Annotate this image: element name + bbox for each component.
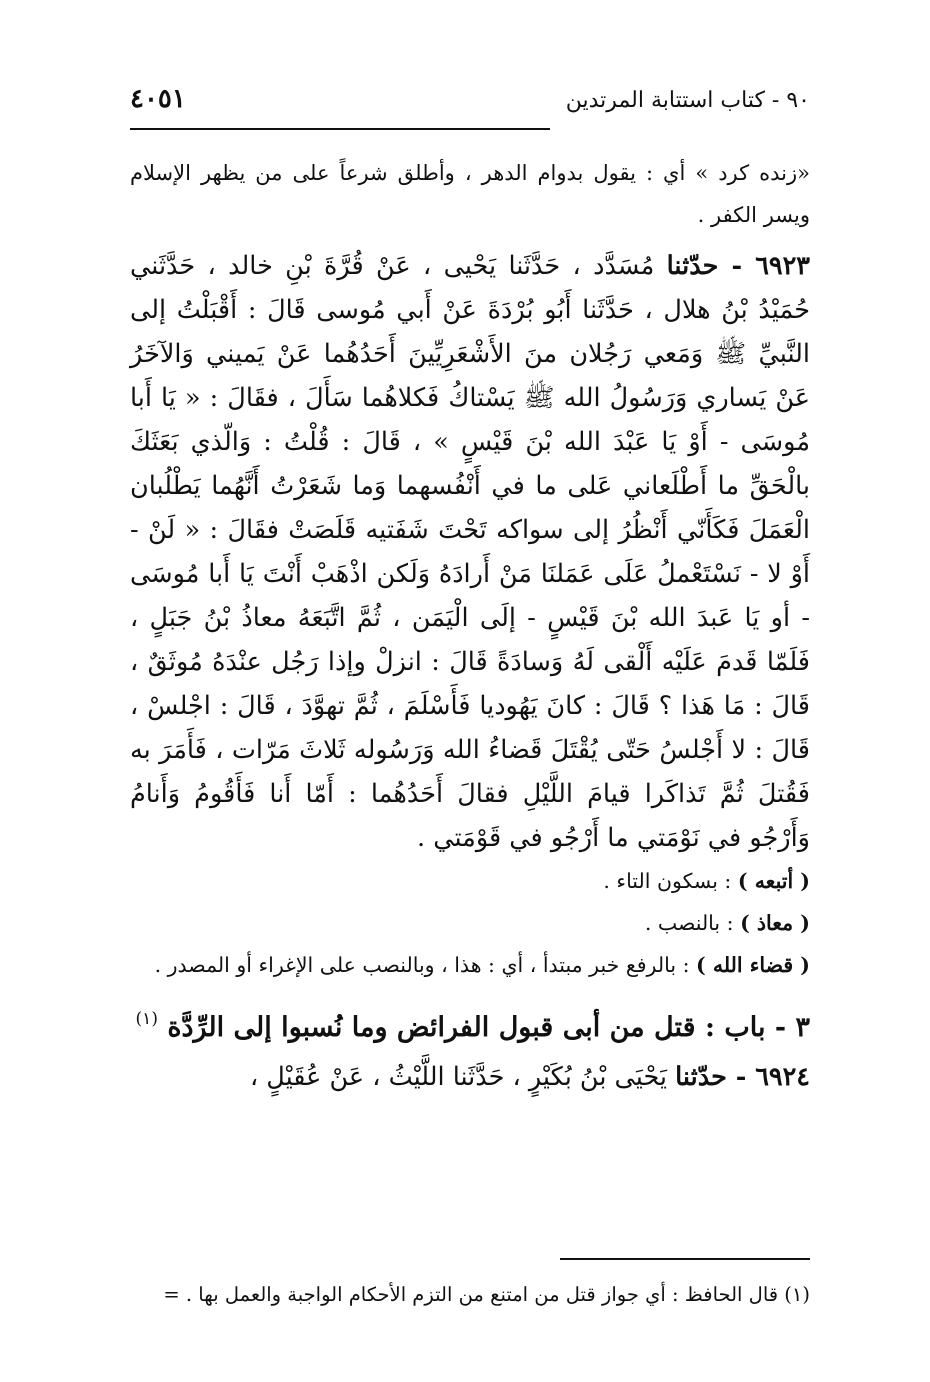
running-header	[130, 84, 810, 126]
note-term: ( أتبعه )	[737, 869, 810, 893]
page-number: ٤٠٥١	[130, 84, 186, 114]
note-text: : بسكون التاء .	[603, 869, 738, 893]
explanatory-notes	[130, 860, 810, 986]
note-item	[130, 944, 810, 986]
hadith-6924	[130, 1055, 810, 1099]
footnote-divider	[560, 1258, 810, 1260]
note-term: ( معاذ )	[740, 911, 810, 935]
note-term: ( قضاء الله )	[696, 953, 810, 977]
hadith-number: ٦٩٢٣ - حدّثنا	[666, 251, 810, 281]
chapter-title: ٣ - باب : قتل من أبى قبول الفرائض وما نُسبوا إلى الرِّدَّة	[167, 1012, 810, 1043]
footnote-reference: (١)	[135, 1009, 158, 1029]
note-item	[130, 860, 810, 902]
header-divider	[130, 128, 550, 130]
hadith-6923	[130, 244, 810, 860]
footnote: (١) قال الحافظ : أي جواز قتل من امتنع من التزم الأحكام الواجبة والعمل بها . =	[163, 1283, 810, 1306]
hadith-text: يَحْيَى بْنُ بُكَيْرٍ ، حَدَّثَنا اللَّيْثُ ، عَنْ عُقَيْلٍ ،	[249, 1062, 668, 1092]
hadith-number: ٦٩٢٤ - حدّثنا	[675, 1062, 810, 1092]
book-page	[130, 84, 810, 1338]
note-item	[130, 902, 810, 944]
chapter-heading	[130, 994, 810, 1053]
chapter-running-title: ٩٠ - كتاب استتابة المرتدين	[565, 88, 810, 113]
commentary-paragraph: «زنده كرد » أي : يقول بدوام الدهر ، وأطلق شرعاً على من يظهر الإسلام ويسر الكفر .	[130, 161, 810, 227]
note-text: : بالرفع خبر مبتدأ ، أي : هذا ، وبالنصب على الإغراء أو المصدر .	[154, 953, 696, 977]
note-text: : بالنصب .	[644, 911, 741, 935]
hadith-text: مُسَدَّد ، حَدَّثَنا يَحْيى ، عَنْ قُرَّةَ بْنِ خالد ، حَدَّثَني حُمَيْدُ بْنُ هلال ، حَدَّثَنا أَبُو بُرْدَةَ عَنْ أَبي مُوسى قَالَ : أَقْبَلْتُ إلى النَّبيِّ ﷺ وَمَعي رَجُلان منَ الأَشْعَرِيِّينَ أَحَدُهُما عَنْ يَميني وَالآخَرُ عَنْ يَساري وَرَسُولُ الله ﷺ يَسْتاكُ فَكلاهُما سَأَلَ ، فقَالَ : « يَا أَبا مُوسَى - أَوْ يَا عَبْدَ الله بْنَ قَيْسٍ » ، قَالَ : قُلْتُ : وَالّذي بَعَثَكَ بالْحَقِّ ما أَطْلَعاني عَلى ما في أَنْفُسهما وَما شَعَرْتُ أَنَّهُما يَطْلُبان الْعَمَلَ فَكَأَنّي أَنْظُرُ إلى سواكه تَحْتَ شَفَتيه قَلَصَتْ فقَالَ : « لَنْ - أَوْ لا - نَسْتَعْملُ عَلَى عَمَلنَا مَنْ أَرادَهُ وَلَكن اذْهَبْ أَنْتَ يَا أَبا مُوسَى - أو يَا عَبدَ الله بْنَ قَيْسٍ - إلَى الْيَمَن ، ثُمَّ اتَّبَعَهُ معاذُ بْنُ جَبَلٍ ، فَلَمّا قَدمَ عَلَيْه أَلْقى لَهُ وَسادَةً قَالَ : انزلْ وإذا رَجُل عنْدَهُ مُوثَقٌ ، قَالَ : مَا هَذا ؟ قَالَ : كانَ يَهُوديا فَأَسْلَمَ ، ثُمَّ تهوَّدَ ، قَالَ : اجْلسْ ، قَالَ : لا أَجْلسُ حَتّى يُقْتَلَ قَضاءُ الله وَرَسُوله ثَلاثَ مَرّات ، فَأَمَرَ به فَقُتلَ ثُمَّ تَذاكَرا قيامَ اللَّيْلِ فقالَ أَحَدُهُما : أَمّا أَنا فَأَقُومُ وَأَنامُ وَأَرْجُو في نَوْمَتي ما أَرْجُو في قَوْمَتي .	[130, 251, 810, 853]
